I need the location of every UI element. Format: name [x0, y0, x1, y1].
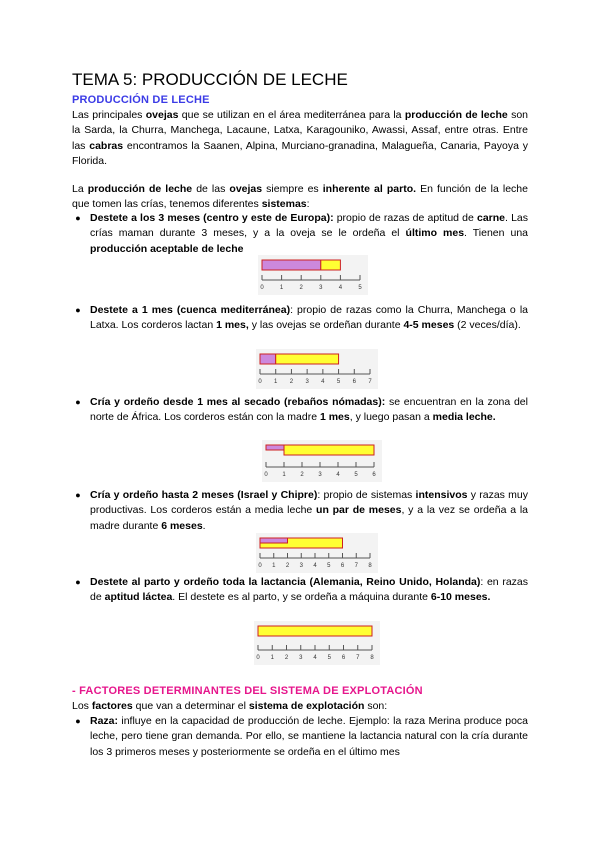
text-run: de las: [192, 183, 230, 195]
suckling-bar: [260, 354, 276, 364]
text-run: .: [202, 519, 206, 532]
text-run: son la Sarda, la Churra, Manchega, Lacaune, Latxa, Karagouniko, Awassi, Assaf, entre otras. Entre las: [72, 109, 528, 152]
bold-text: ovejas: [145, 109, 179, 121]
bold-text: último mes: [405, 227, 465, 240]
text-run: , y luego pasan a: [349, 411, 433, 424]
paragraph-systems-intro: [72, 182, 528, 213]
bullet-text: [90, 488, 528, 534]
tick-label: 1: [270, 655, 274, 661]
bold-text: intensivos: [415, 489, 468, 501]
bold-text: producción de leche: [87, 183, 193, 195]
tick-label: 6: [352, 379, 356, 385]
bold-text: Cría y ordeño desde 1 mes al secado (rebaños nómadas):: [90, 396, 386, 408]
milking-bar: [258, 626, 372, 636]
bold-text: ovejas: [229, 183, 263, 195]
tick-label: 4: [338, 285, 343, 291]
text-run: , y a la vez se ordeña a la madre durante: [90, 504, 528, 532]
bold-text: aptitud láctea: [104, 591, 173, 604]
text-run: Las principales: [72, 109, 146, 121]
tick-label: 4: [336, 472, 340, 478]
text-run: . El destete es al parto, y se ordeña a máquina durante: [172, 591, 431, 604]
tick-label: 0: [264, 472, 268, 478]
text-run: encontramos la Saanen, Alpina, Murciano-granadina, Malagueña, Canaria, Payoya y Florida.: [72, 139, 528, 167]
tick-label: 0: [258, 379, 262, 385]
bold-text: 1 mes,: [216, 319, 249, 332]
tick-label: 1: [272, 563, 276, 569]
milking-bar: [321, 260, 341, 270]
tick-label: 2: [299, 285, 303, 291]
tick-label: 5: [327, 563, 331, 569]
text-run: que se utilizan en el área mediterránea para la: [178, 109, 405, 121]
text-run: y razas muy productivas. Los corderos están a media leche: [90, 489, 528, 517]
text-run: : propio de razas como la Churra, Manchega o la Latxa. Los corderos lactan: [90, 304, 529, 332]
bold-text: 1 mes: [319, 411, 350, 424]
bullet-text: [90, 303, 528, 334]
text-run: siempre es: [262, 183, 323, 195]
bullet-dot-icon: ●: [75, 716, 81, 726]
text-run: :: [306, 198, 310, 211]
bold-text: 4-5 meses: [403, 319, 455, 332]
tick-label: 0: [260, 285, 264, 291]
tick-label: 5: [354, 472, 358, 478]
tick-label: 2: [300, 472, 304, 478]
text-run: influye en la capacidad de producción de leche. Ejemplo: la raza Merina produce poca leche, pero tiene gran demanda. Por ello, se mantiene la lactancia natural con la cría durante los 3 primeros meses y posteriormente se ordeña en el último mes: [90, 715, 528, 758]
lactation-diagram: [254, 621, 380, 665]
text-run: . Tienen una: [464, 227, 529, 240]
bullet-item: [75, 395, 528, 426]
text-run: Los: [72, 700, 92, 712]
tick-label: 6: [372, 472, 376, 478]
tick-label: 5: [327, 655, 331, 661]
text-run: : propio de sistemas: [317, 489, 416, 501]
tick-label: 2: [284, 655, 289, 661]
bold-text: 6 meses: [161, 519, 203, 532]
suckling-bar: [260, 538, 288, 543]
lactation-diagram: [258, 255, 368, 295]
tick-label: 8: [370, 655, 374, 661]
tick-label: 7: [368, 379, 372, 385]
bold-text: producción aceptable de leche: [90, 242, 244, 255]
suckling-bar: [266, 445, 284, 450]
tick-label: 4: [313, 563, 317, 569]
timeline-svg: [256, 533, 378, 573]
section-heading-produccion: PRODUCCIÓN DE LECHE: [72, 94, 210, 106]
tick-label: 0: [256, 655, 260, 661]
bullet-text: [90, 575, 528, 606]
page-title: TEMA 5: PRODUCCIÓN DE LECHE: [72, 70, 348, 89]
tick-label: 6: [340, 563, 345, 569]
bold-text: factores: [91, 700, 133, 712]
lactation-diagram: [256, 349, 378, 389]
text-run: : en razas de: [90, 576, 528, 604]
bold-text: inherente al parto.: [322, 183, 417, 195]
bold-text: cabras: [89, 139, 124, 152]
bold-text: 6-10 meses.: [430, 591, 491, 604]
timeline-svg: [258, 255, 368, 295]
tick-label: 8: [368, 563, 372, 569]
text-run: se encuentran en la zona del norte de África. Los corderos están con la madre: [90, 396, 528, 424]
bullet-item: [75, 211, 529, 257]
text-run: (2 veces/día).: [454, 319, 521, 332]
bullet-item: [75, 488, 528, 534]
tick-label: 7: [356, 655, 360, 661]
paragraph-breeds: [72, 108, 528, 169]
bullet-item: [75, 575, 528, 606]
bold-text: sistema de explotación: [248, 700, 365, 712]
tick-label: 1: [279, 285, 284, 291]
text-run: La: [72, 183, 88, 195]
timeline-svg: [254, 621, 380, 665]
milking-bar: [276, 354, 339, 364]
bold-text: Destete a 1 mes (cuenca mediterránea): [90, 304, 291, 316]
bullet-text: [90, 714, 528, 760]
bullet-dot-icon: ●: [75, 577, 81, 587]
bullet-item: [75, 714, 528, 760]
bullet-text: [90, 395, 528, 426]
bullet-dot-icon: ●: [75, 213, 81, 223]
tick-label: 3: [305, 379, 309, 385]
tick-label: 2: [289, 379, 294, 385]
text-run: . Las crías maman durante 3 meses, y a la oveja se le ordeña el: [90, 212, 528, 240]
bold-text: media leche.: [432, 411, 496, 424]
bold-text: producción de leche: [404, 109, 508, 121]
tick-label: 6: [341, 655, 346, 661]
bullet-dot-icon: ●: [75, 305, 81, 315]
bold-text: sistemas: [261, 198, 307, 211]
bold-text: Destete a los 3 meses (centro y este de Europa):: [90, 212, 334, 224]
tick-label: 3: [319, 285, 323, 291]
bullet-dot-icon: ●: [75, 397, 81, 407]
tick-label: 3: [318, 472, 322, 478]
tick-label: 0: [258, 563, 262, 569]
tick-label: 3: [299, 563, 303, 569]
tick-label: 3: [299, 655, 303, 661]
timeline-svg: [262, 440, 382, 482]
tick-label: 5: [336, 379, 341, 385]
tick-label: 1: [282, 472, 286, 478]
bullet-text: [90, 211, 528, 257]
lactation-diagram: [256, 533, 378, 573]
tick-label: 5: [358, 285, 362, 291]
suckling-bar: [262, 260, 321, 270]
text-run: En función de la leche que tomen las crías, tenemos diferentes: [72, 183, 528, 211]
text-run: propio de razas de aptitud de: [333, 212, 477, 224]
bullet-dot-icon: ●: [75, 490, 81, 500]
lactation-diagram: [262, 440, 382, 482]
timeline-svg: [256, 349, 378, 389]
tick-label: 4: [321, 379, 325, 385]
bullet-item: [75, 303, 529, 334]
section-heading-factores: - FACTORES DETERMINANTES DEL SISTEMA DE EXPLOTACIÓN: [72, 685, 423, 697]
tick-label: 7: [354, 563, 358, 569]
tick-label: 1: [274, 379, 278, 385]
bold-text: Raza:: [90, 715, 119, 727]
text-run: que van a determinar el: [132, 700, 249, 712]
text-run: son:: [364, 700, 388, 712]
text-run: y las ovejas se ordeñan durante: [248, 319, 404, 332]
bold-text: Cría y ordeño hasta 2 meses (Israel y Chipre): [90, 489, 318, 501]
bold-text: un par de meses: [316, 504, 402, 517]
milking-bar: [284, 445, 374, 455]
bold-text: carne: [476, 212, 506, 224]
bold-text: Destete al parto y ordeño toda la lactancia (Alemania, Reino Unido, Holanda): [90, 576, 481, 588]
paragraph-factors-intro: [72, 699, 528, 714]
tick-label: 4: [313, 655, 317, 661]
tick-label: 2: [285, 563, 290, 569]
